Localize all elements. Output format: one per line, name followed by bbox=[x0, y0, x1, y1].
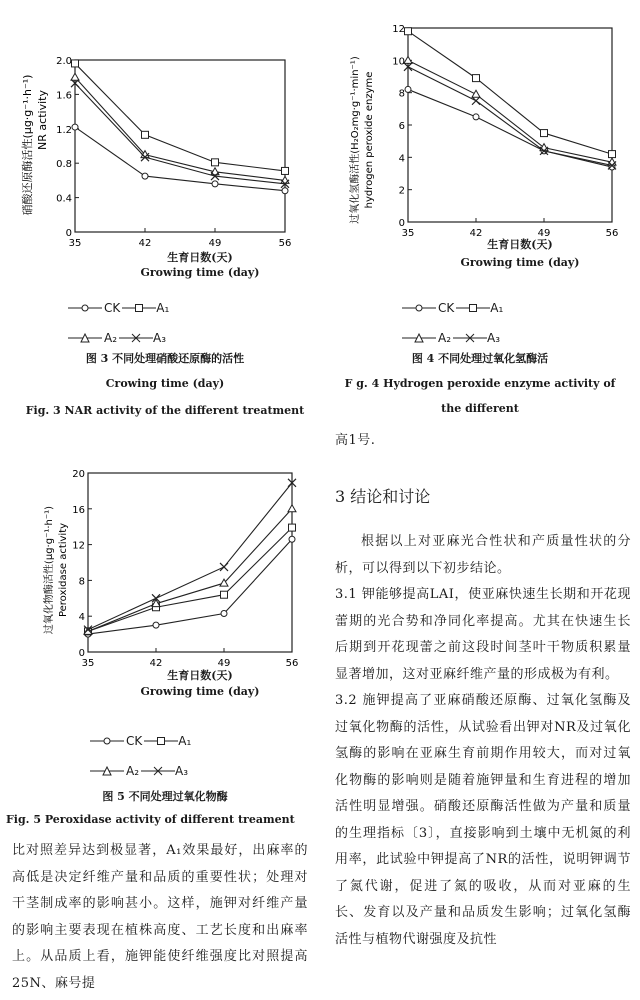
legend-a3-label: A₃ bbox=[175, 764, 189, 778]
legend-a1-label: A₁ bbox=[490, 301, 504, 315]
fig3-point bbox=[142, 173, 148, 179]
fig5-xlabel-en: Growing time (day) bbox=[140, 685, 260, 698]
fig4-frame bbox=[408, 28, 612, 222]
fig4-chart bbox=[320, 0, 640, 300]
legend-a3-label: A₃ bbox=[153, 331, 167, 345]
fig5-xlabel-cn: 生育日数(天) bbox=[167, 669, 233, 682]
fig5-ytick-label: 0 bbox=[78, 648, 85, 659]
legend-a3-marker bbox=[453, 333, 487, 343]
fig4-series-line bbox=[408, 31, 612, 154]
legend-a1-marker bbox=[456, 303, 490, 313]
fig4-ytick-label: 6 bbox=[398, 121, 405, 132]
fig5-xtick-label: 49 bbox=[217, 658, 231, 669]
fig5-point bbox=[220, 563, 228, 571]
right-top-line: 高1号. bbox=[335, 433, 376, 448]
fig4-point bbox=[609, 151, 616, 158]
fig3-caption-cn: 图 3 不同处理硝酸还原酶的活性 bbox=[85, 352, 245, 365]
fig4-ytick-label: 10 bbox=[392, 56, 405, 68]
legend-a1-label: A₁ bbox=[156, 301, 170, 315]
fig3-frame bbox=[75, 60, 285, 232]
fig3-ytick-label: 0.8 bbox=[56, 159, 72, 171]
paragraph-3-1: 3.1 钾能够提高LAI，使亚麻快速生长期和开花现蕾期的光合势和净同化率提高。尤其在快速生长后期到开花现蕾之前这段时间茎叶干物质积累量显著增加，这对亚麻纤维产量的形成极为有利。 bbox=[335, 587, 631, 682]
legend-ck-label: CK bbox=[438, 301, 455, 315]
fig5-point bbox=[289, 524, 296, 531]
legend-a2-marker bbox=[402, 333, 436, 343]
fig4-point bbox=[473, 75, 480, 82]
figure-4 bbox=[320, 0, 640, 430]
fig4-xlabel-en: Growing time (day) bbox=[460, 256, 580, 269]
fig5-xtick-label: 56 bbox=[285, 658, 299, 669]
figure-5 bbox=[0, 455, 320, 835]
fig4-ylabel-cn: 过氧化氢酶活性(H₂O₂mg·g⁻¹·min⁻¹) bbox=[350, 56, 361, 224]
fig3-xlabel-cn: 生育日数(天) bbox=[167, 251, 233, 264]
fig3-ytick-label: 0 bbox=[65, 228, 72, 239]
fig5-point bbox=[153, 622, 159, 628]
fig4-xtick-label: 56 bbox=[605, 228, 619, 239]
fig3-point bbox=[212, 181, 218, 187]
legend-a2-marker bbox=[90, 766, 124, 776]
legend-a1-marker bbox=[122, 303, 156, 313]
fig5-xtick-label: 35 bbox=[81, 658, 95, 669]
fig4-ytick-label: 0 bbox=[398, 218, 405, 229]
fig3-point bbox=[71, 73, 79, 80]
fig3-series-line bbox=[75, 127, 285, 191]
fig3-ytick-label: 0.4 bbox=[56, 193, 72, 205]
fig4-caption-cn: 图 4 不同处理过氧化氢酶活 bbox=[411, 352, 549, 365]
legend-a3-label: A₃ bbox=[487, 331, 501, 345]
legend-ck-marker bbox=[402, 303, 436, 313]
fig4-point bbox=[472, 90, 480, 97]
fig3-point bbox=[282, 188, 288, 194]
fig3-point bbox=[72, 124, 78, 130]
figure-3 bbox=[0, 0, 320, 430]
fig4-ylabel-en: hydrogen peroxide enzyme bbox=[364, 71, 375, 209]
legend-a2-marker bbox=[68, 333, 102, 343]
fig3-xtick-label: 35 bbox=[68, 238, 82, 249]
fig4-caption-en-2: the different bbox=[441, 402, 519, 415]
legend-ck-marker bbox=[68, 303, 102, 313]
fig3-point bbox=[142, 131, 149, 138]
fig5-ytick-label: 12 bbox=[72, 540, 85, 552]
fig5-ytick-label: 8 bbox=[78, 576, 85, 588]
fig5-legend bbox=[90, 731, 310, 781]
fig5-point bbox=[221, 611, 227, 617]
paragraph-intro: 根据以上对亚麻光合性状和产质量性状的分析，可以得到以下初步结论。 bbox=[335, 534, 631, 576]
fig3-point bbox=[282, 167, 289, 174]
section-heading: 3 结论和讨论 bbox=[335, 487, 431, 506]
fig4-point bbox=[473, 114, 479, 120]
legend-a2-label: A₂ bbox=[438, 331, 452, 345]
fig4-ytick-label: 8 bbox=[398, 88, 405, 100]
fig3-ylabel-en: NR activity bbox=[36, 90, 49, 150]
fig5-point bbox=[221, 591, 228, 598]
fig3-caption-en: Fig. 3 NAR activity of the different treatment bbox=[25, 404, 305, 417]
fig3-xlabel-en: Growing time (day) bbox=[140, 266, 260, 279]
fig3-ylabel-cn: 硝酸还原酶活性(μg·g⁻¹·h⁻¹) bbox=[21, 74, 34, 216]
fig4-series-line bbox=[408, 60, 612, 162]
fig4-point bbox=[405, 28, 412, 35]
fig5-frame bbox=[88, 473, 292, 652]
fig4-point bbox=[472, 97, 480, 105]
fig3-series-line bbox=[75, 77, 285, 180]
fig5-series-line bbox=[88, 509, 292, 632]
fig4-xtick-label: 49 bbox=[537, 228, 551, 239]
fig3-ytick-label: 1.2 bbox=[56, 124, 72, 136]
fig3-xtick-label: 42 bbox=[138, 238, 152, 249]
legend-a2-label: A₂ bbox=[126, 764, 140, 778]
fig3-caption-sub: Crowing time (day) bbox=[105, 377, 225, 390]
right-column-text bbox=[335, 529, 631, 953]
fig4-point bbox=[405, 86, 411, 92]
fig4-point bbox=[541, 130, 548, 137]
fig5-series-line bbox=[88, 539, 292, 634]
legend-ck-label: CK bbox=[126, 734, 143, 748]
fig5-series-line bbox=[88, 483, 292, 630]
fig5-caption-en: Fig. 5 Peroxidase activity of different treament bbox=[6, 813, 295, 826]
fig4-xtick-label: 35 bbox=[401, 228, 415, 239]
legend-a2-label: A₂ bbox=[104, 331, 118, 345]
fig4-ytick-label: 12 bbox=[392, 24, 405, 35]
fig5-point bbox=[288, 505, 296, 512]
fig3-xtick-label: 56 bbox=[278, 238, 292, 249]
fig4-legend bbox=[402, 298, 622, 348]
fig4-point bbox=[540, 144, 548, 151]
fig4-ytick-label: 2 bbox=[398, 185, 405, 197]
fig5-xtick-label: 42 bbox=[149, 658, 163, 669]
legend-ck-label: CK bbox=[104, 301, 121, 315]
paragraph-3-2: 3.2 施钾提高了亚麻硝酸还原酶、过氧化氢酶及过氧化物酶的活性，从试验看出钾对NR及过氧化氢酶的影响在亚麻生育前期作用较大，而对过氧化物酶的影响则是随着施钾量和生育进程的增加活性明显增强。硝酸还原酶活性做为产量和质量的生理指标〔3〕，直接影响到土壤中无机氮的利用率，此试验中钾提高了NR的活性，说明钾调节了氮代谢，促进了氮的吸收，从而对亚麻的生长、发育以及产量和品质发生影响；过氧化氢酶活性与植物代谢强度及抗性 bbox=[335, 693, 631, 947]
fig5-ylabel-cn: 过氧化物酶活性(μg·g⁻¹·h⁻¹) bbox=[44, 505, 55, 635]
fig5-ytick-label: 16 bbox=[72, 504, 85, 516]
legend-a3-marker bbox=[119, 333, 153, 343]
fig4-ytick-label: 4 bbox=[398, 153, 405, 165]
legend-a1-label: A₁ bbox=[178, 734, 192, 748]
fig3-series-line bbox=[75, 83, 285, 184]
legend-a3-marker bbox=[141, 766, 175, 776]
fig5-caption-cn: 图 5 不同处理过氧化物酶 bbox=[102, 790, 228, 803]
fig3-ytick-label: 2.0 bbox=[56, 56, 72, 67]
fig3-legend bbox=[68, 298, 288, 348]
fig5-ylabel-en: Peroxidase activity bbox=[58, 522, 69, 618]
fig4-xtick-label: 42 bbox=[469, 228, 483, 239]
fig4-caption-en-1: F g. 4 Hydrogen peroxide enzyme activity of bbox=[344, 377, 616, 390]
legend-ck-marker bbox=[90, 736, 124, 746]
fig4-series-line bbox=[408, 67, 612, 166]
fig5-point bbox=[289, 536, 295, 542]
fig3-point bbox=[212, 159, 219, 166]
fig3-ytick-label: 1.6 bbox=[56, 90, 72, 102]
fig5-ytick-label: 20 bbox=[72, 469, 85, 480]
left-column-text bbox=[12, 838, 308, 997]
paragraph-left-bottom: 比对照差异达到极显著，A₁效果最好，出麻率的高低是决定纤维产量和品质的重要性状；处理对干茎制成率的影响甚小。这样，施钾对纤维产量的影响主要表现在植株高度、工艺长度和出麻率上。从品质上看，施钾能使纤维强度比对照提高25N、麻号提 bbox=[12, 843, 308, 991]
fig3-xtick-label: 49 bbox=[208, 238, 222, 249]
fig5-ytick-label: 4 bbox=[78, 612, 85, 624]
fig3-point bbox=[72, 60, 79, 67]
fig4-xlabel-cn: 生育日数(天) bbox=[487, 238, 553, 251]
legend-a1-marker bbox=[144, 736, 178, 746]
